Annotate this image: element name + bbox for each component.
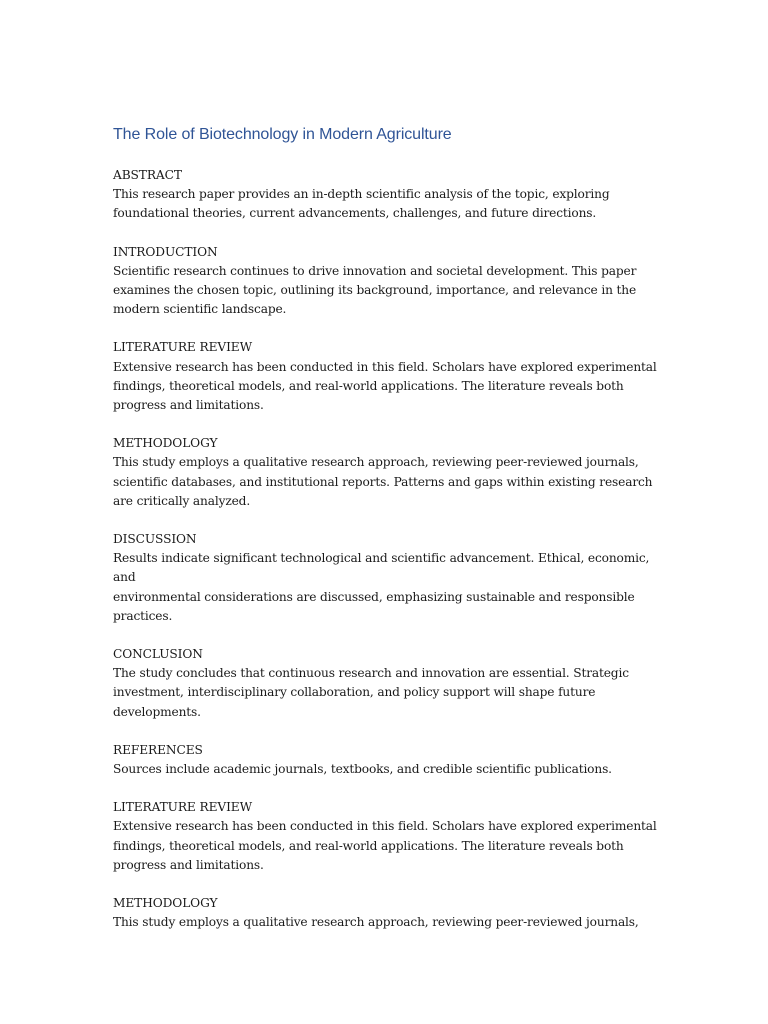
paragraph-line: This research paper provides an in-depth scientific analysis of the topic, exploring [113,187,610,202]
paragraph-line: developments. [113,704,201,719]
section-introduction [113,243,663,320]
paragraph-line: Extensive research has been conducted in this field. Scholars have explored experimental [113,819,657,834]
section-methodology [113,894,663,932]
section-conclusion [113,645,663,722]
section-heading: METHODOLOGY [113,436,218,451]
document-title: The Role of Biotechnology in Modern Agriculture [113,126,452,143]
section-heading: METHODOLOGY [113,896,218,911]
paragraph-line: Results indicate significant technological and scientific advancement. Ethical, economic, and [113,551,650,585]
document-body [113,124,663,952]
paragraph-line: findings, theoretical models, and real-world applications. The literature reveals both [113,838,624,853]
paragraph-line: This study employs a qualitative research approach, reviewing peer-reviewed journals, [113,915,639,930]
section-literature-review [113,338,663,415]
paragraph-line: investment, interdisciplinary collaboration, and policy support will shape future [113,685,596,700]
section-list [113,166,663,933]
section-literature-review [113,798,663,875]
section-heading: ABSTRACT [113,168,182,182]
paragraph-line: progress and limitations. [113,857,264,872]
paragraph-line: foundational theories, current advancements, challenges, and future directions. [113,206,597,221]
paragraph-line: The study concludes that continuous research and innovation are essential. Strategic [113,666,629,681]
section-discussion [113,530,663,626]
section-heading: INTRODUCTION [113,244,218,259]
paragraph-line: progress and limitations. [113,398,264,413]
paragraph-line: Scientific research continues to drive innovation and societal development. This paper [113,263,637,278]
paragraph-line: This study employs a qualitative research approach, reviewing peer-reviewed journals, [113,455,639,470]
section-heading: DISCUSSION [113,532,197,547]
paragraph-line: scientific databases, and institutional reports. Patterns and gaps within existing research [113,474,653,489]
paragraph-line: environmental considerations are discussed, emphasizing sustainable and responsible [113,589,635,604]
section-references [113,741,663,779]
section-methodology [113,434,663,511]
paragraph-line: are critically analyzed. [113,493,251,508]
paragraph-line: practices. [113,608,173,623]
section-abstract [113,166,663,224]
paragraph-line: examines the chosen topic, outlining its background, importance, and relevance in the [113,283,637,298]
paragraph-line: findings, theoretical models, and real-world applications. The literature reveals both [113,378,624,393]
paragraph-line: modern scientific landscape. [113,302,287,317]
section-heading: REFERENCES [113,742,203,757]
section-heading: LITERATURE REVIEW [113,340,253,355]
section-heading: CONCLUSION [113,647,203,662]
section-heading: LITERATURE REVIEW [113,800,253,815]
paragraph-line: Sources include academic journals, textbooks, and credible scientific publications. [113,762,612,777]
paragraph-line: Extensive research has been conducted in this field. Scholars have explored experimental [113,359,657,374]
